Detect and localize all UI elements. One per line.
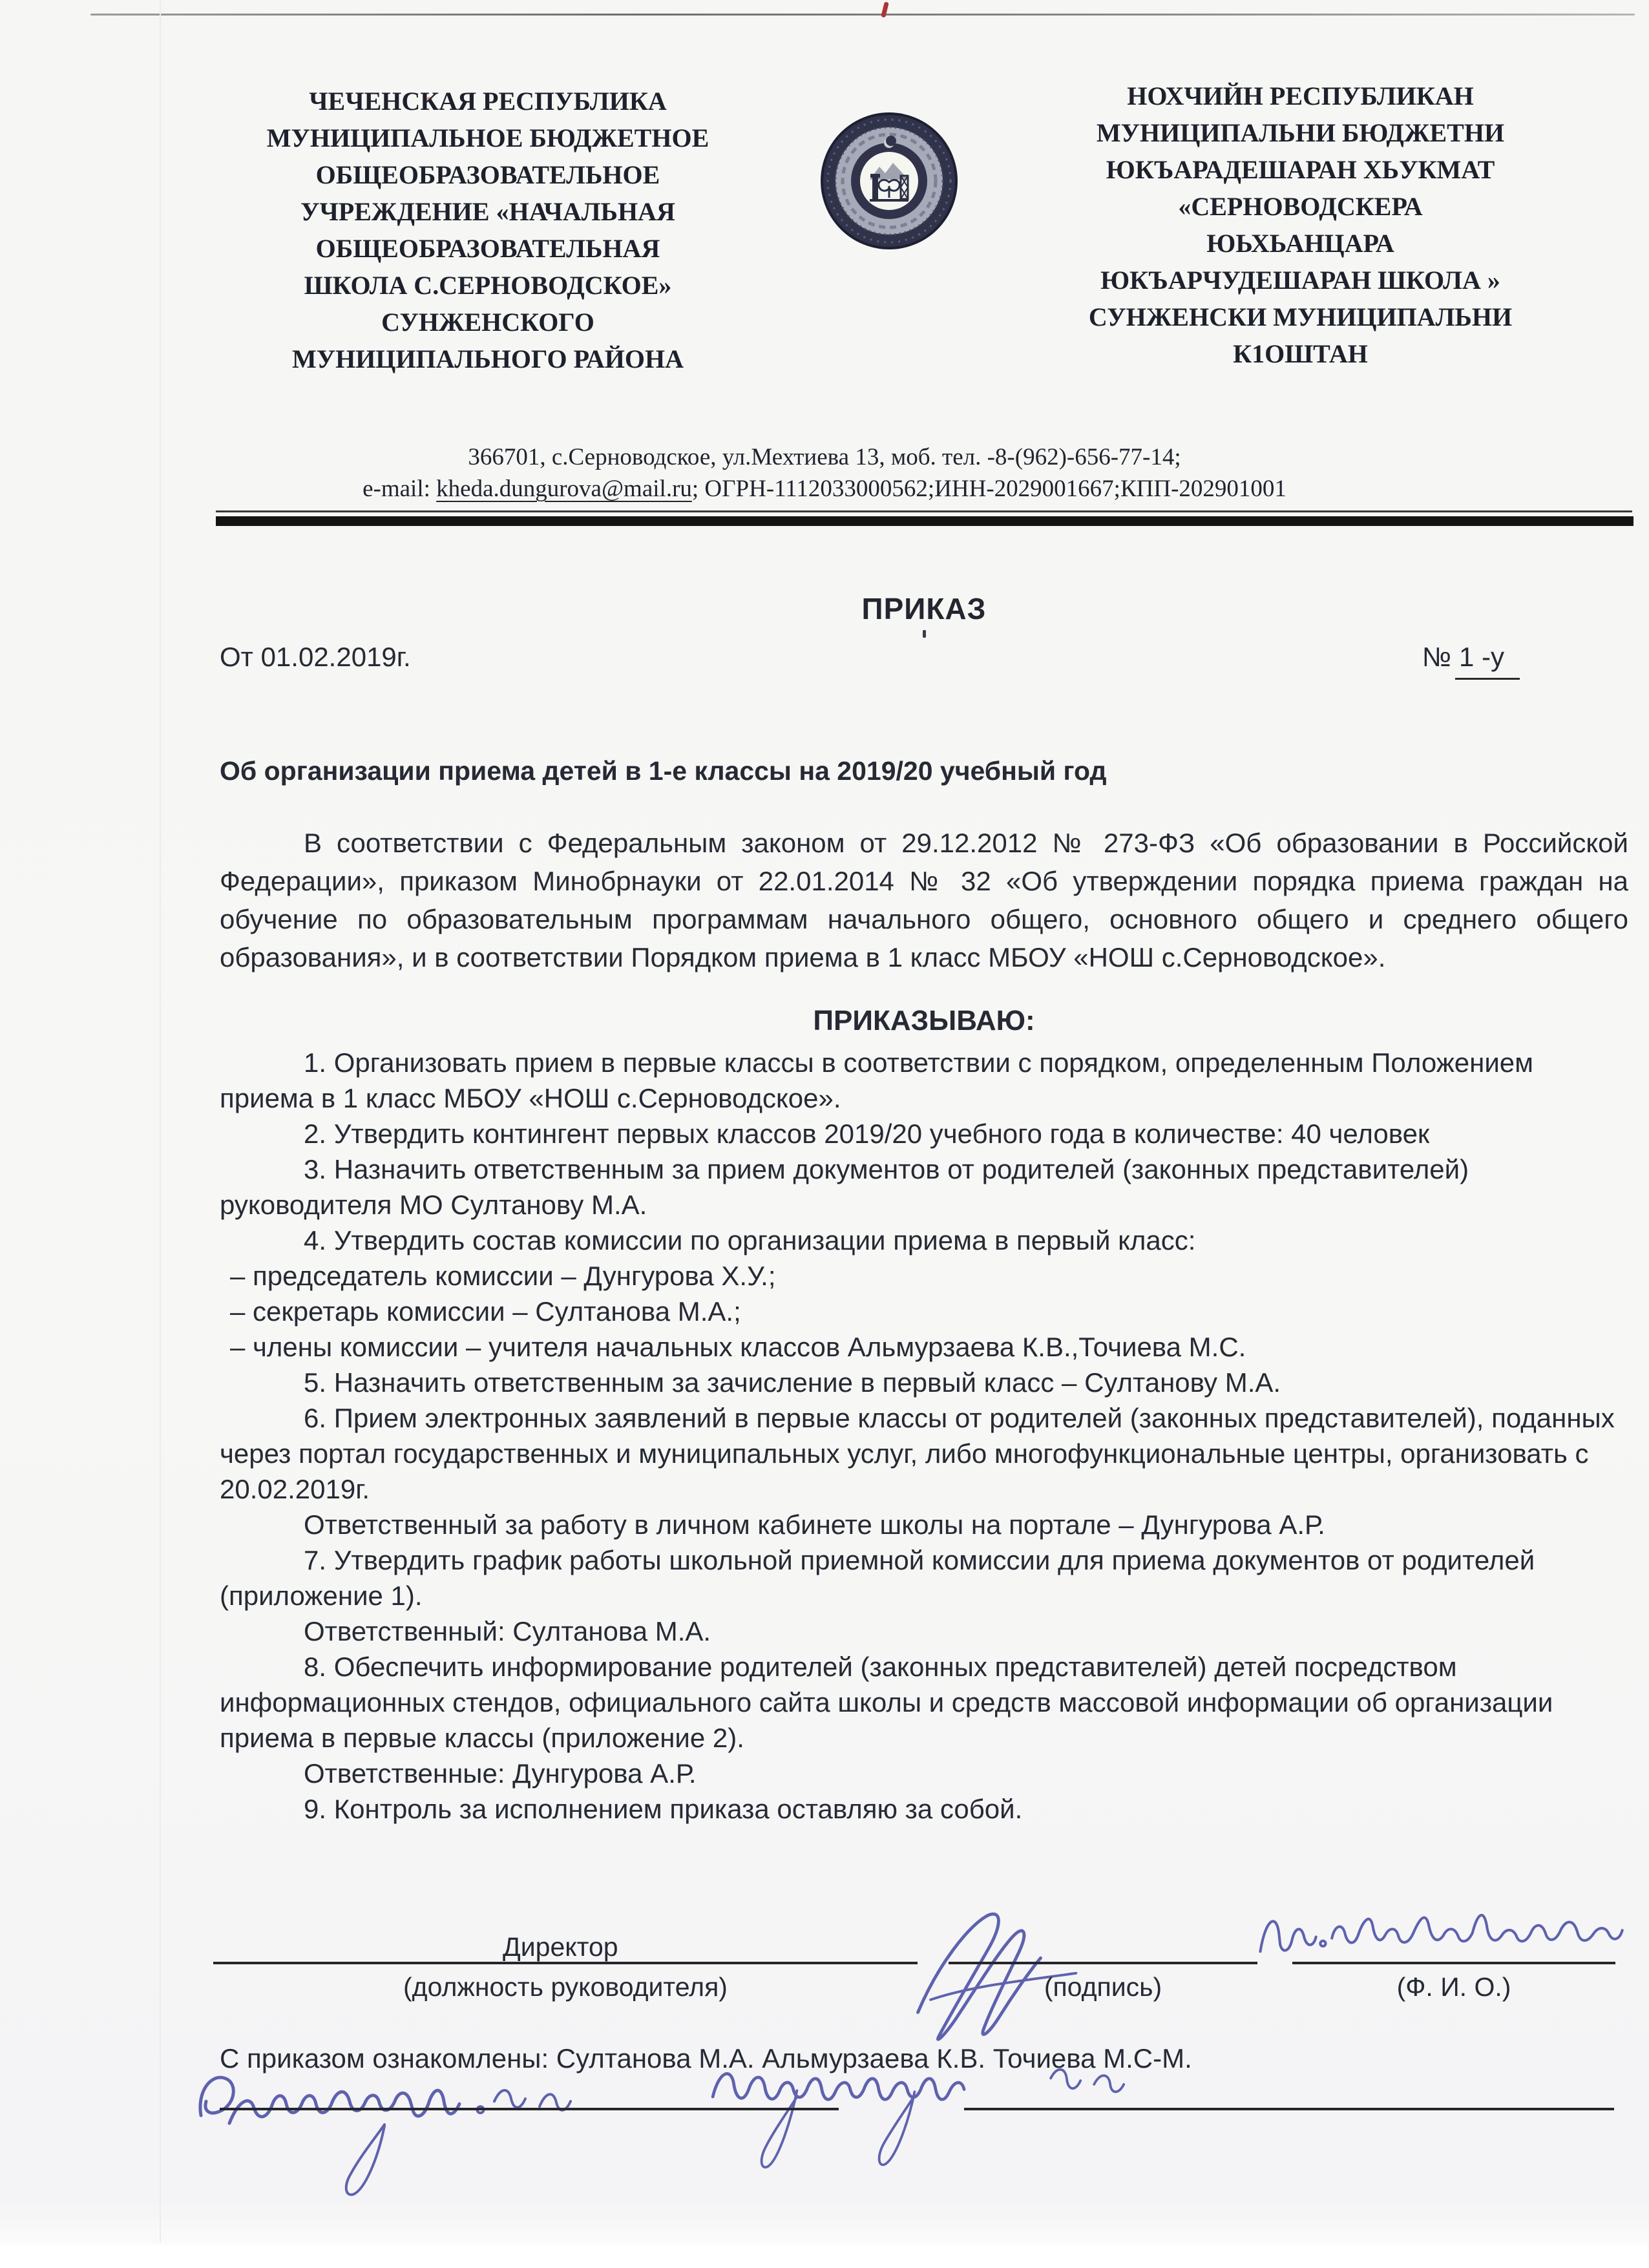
contact-block xyxy=(94,441,1555,505)
org-line: МУНИЦИПАЛЬНИ БЮДЖЕТНИ xyxy=(1096,118,1505,147)
position-signature-line xyxy=(213,1962,918,1964)
address-line: 366701, с.Серноводское, ул.Мехтиева 13, моб. тел. -8-(962)-656-77-14; xyxy=(468,444,1181,470)
order-subject: Об организации приема детей в 1-е классы на 2019/20 учебный год xyxy=(220,756,1107,786)
sultanova-signature xyxy=(191,2057,604,2205)
signature-section xyxy=(220,1931,1628,2047)
org-line: УЧРЕЖДЕНИЕ «НАЧАЛЬНАЯ xyxy=(300,197,675,226)
order-item-8: 8. Обеспечить информирование родителей (законных представителей) детей посредством информационных стендов, официального сайта школы и средств массовой информации об организации приема в первые классы (приложение 2). xyxy=(220,1652,1553,1753)
org-name-chechen xyxy=(998,78,1602,372)
org-line: ЮЬХЬАНЦАРА xyxy=(1206,229,1394,258)
org-name-russian xyxy=(194,83,782,377)
ack-signature-line-2 xyxy=(964,2108,1614,2110)
number-sign: № xyxy=(1422,642,1451,672)
org-line: К1ОШТАН xyxy=(1233,339,1368,368)
chechen-coat-of-arms-icon xyxy=(818,110,960,252)
order-item-5: 5. Назначить ответственным за зачисление в первый класс – Султанову М.А. xyxy=(304,1367,1281,1398)
scan-seam xyxy=(160,0,161,2242)
org-line: СУНЖЕНСКИ МУНИЦИПАЛЬНИ xyxy=(1088,302,1513,331)
org-line: СУНЖЕНСКОГО xyxy=(381,308,594,337)
order-item-9: 9. Контроль за исполнением приказа оставляю за собой. xyxy=(304,1794,1023,1824)
director-position-label: Директор xyxy=(503,1932,618,1962)
email-address: kheda.dungurova@mail.ru xyxy=(436,476,692,502)
fio-signature-line xyxy=(1292,1962,1615,1964)
almurzaeva-signature xyxy=(695,2052,1147,2170)
order-date: От 01.02.2019г. xyxy=(220,642,411,672)
org-line: ЮКЪАРЧУДЕШАРАН ШКОЛА » xyxy=(1100,266,1500,295)
scan-bottom-edge xyxy=(0,2245,1649,2268)
order-items xyxy=(220,1045,1628,1827)
org-line: МУНИЦИПАЛЬНОГО РАЙОНА xyxy=(291,344,684,373)
header-rule-thick xyxy=(216,516,1633,526)
org-line: МУНИЦИПАЛЬНОЕ БЮДЖЕТНОЕ xyxy=(266,123,709,152)
ink-tick-artifact xyxy=(923,630,926,638)
item-8-responsible: Ответственные: Дунгурова А.Р. xyxy=(304,1758,697,1789)
item-7-responsible: Ответственный: Султанова М.А. xyxy=(304,1616,711,1646)
org-line: ЧЕЧЕНСКАЯ РЕСПУБЛИКА xyxy=(309,87,667,116)
scan-edge-line xyxy=(90,14,1635,16)
org-line: ОБЩЕОБРАЗОВАТЕЛЬНОЕ xyxy=(315,160,660,189)
order-item-3: 3. Назначить ответственным за прием документов от родителей (законных представителей) руководителя МО Султанову М.А. xyxy=(220,1154,1469,1220)
commission-secretary: – секретарь комиссии – Султанова М.А.; xyxy=(230,1296,741,1327)
org-line: ШКОЛА С.СЕРНОВОДСКОЕ» xyxy=(304,271,672,300)
portal-responsible: Ответственный за работу в личном кабинете школы на портале – Дунгурова А.Р. xyxy=(304,1509,1325,1540)
header-rule-thin xyxy=(216,510,1632,512)
acknowledgement-text: С приказом ознакомлены: Султанова М.А. Альмурзаева К.В. Точиева М.С-М. xyxy=(220,2043,1192,2074)
fio-caption: (Ф. И. О.) xyxy=(1396,1972,1511,2002)
registry-line xyxy=(94,473,1555,505)
order-item-1: 1. Организовать прием в первые классы в соответствии с порядком, определенным Положением приема в 1 класс МБОУ «НОШ с.Серноводское». xyxy=(220,1047,1534,1113)
position-caption: (должность руководителя) xyxy=(403,1972,728,2002)
sign-caption: (подпись) xyxy=(1044,1972,1162,2002)
commission-members: – члены комиссии – учителя начальных классов Альмурзаева К.В.,Точиева М.С. xyxy=(230,1332,1246,1362)
order-item-6: 6. Прием электронных заявлений в первые классы от родителей (законных представителей), поданных через портал государственных и муниципальных услуг, либо многофункциональные центры, организовать с 20.02.2019г. xyxy=(220,1403,1615,1504)
org-line: НОХЧИЙН РЕСПУБЛИКАН xyxy=(1127,81,1474,110)
order-number xyxy=(1422,642,1520,680)
registry-codes: ; ОГРН-1112033000562;ИНН-2029001667;КПП-202901001 xyxy=(691,476,1287,502)
number-value: 1 -у xyxy=(1455,642,1520,680)
date-number-row xyxy=(220,642,1628,680)
order-item-4: 4. Утвердить состав комиссии по организации приема в первый класс: xyxy=(304,1225,1196,1255)
org-line: ОБЩЕОБРАЗОВАТЕЛЬНАЯ xyxy=(315,234,660,263)
org-line: «СЕРНОВОДСКЕРА xyxy=(1178,192,1423,221)
commission-chair: – председатель комиссии – Дунгурова Х.У.; xyxy=(230,1261,776,1291)
sign-signature-line xyxy=(949,1962,1257,1964)
org-line: ЮКЪАРАДЕШАРАН ХЬУКМАТ xyxy=(1106,155,1495,184)
acknowledgement-section xyxy=(220,2035,1628,2242)
order-intro-paragraph: В соответствии с Федеральным законом от 29.12.2012 № 273-ФЗ «Об образовании в Российской Федерации», приказом Минобрнауки от 22.01.2014 № 32 «Об утверждении порядка приема граждан на обучение по образовательным программам начального общего, основного общего и среднего общего образования», и в соответствии Порядком приема в 1 класс МБОУ «НОШ с.Серноводское». xyxy=(220,828,1628,972)
ack-signature-line-1 xyxy=(220,2108,839,2110)
order-body xyxy=(220,591,1628,1827)
command-heading: ПРИКАЗЫВАЮ: xyxy=(813,1005,1035,1036)
order-item-7: 7. Утвердить график работы школьной приемной комиссии для приема документов от родителей (приложение 1). xyxy=(220,1545,1535,1611)
order-item-2: 2. Утвердить контингент первых классов 2019/20 учебного года в количестве: 40 человек xyxy=(304,1118,1430,1149)
order-title: ПРИКАЗ xyxy=(861,592,987,625)
email-label: e-mail: xyxy=(362,476,437,502)
